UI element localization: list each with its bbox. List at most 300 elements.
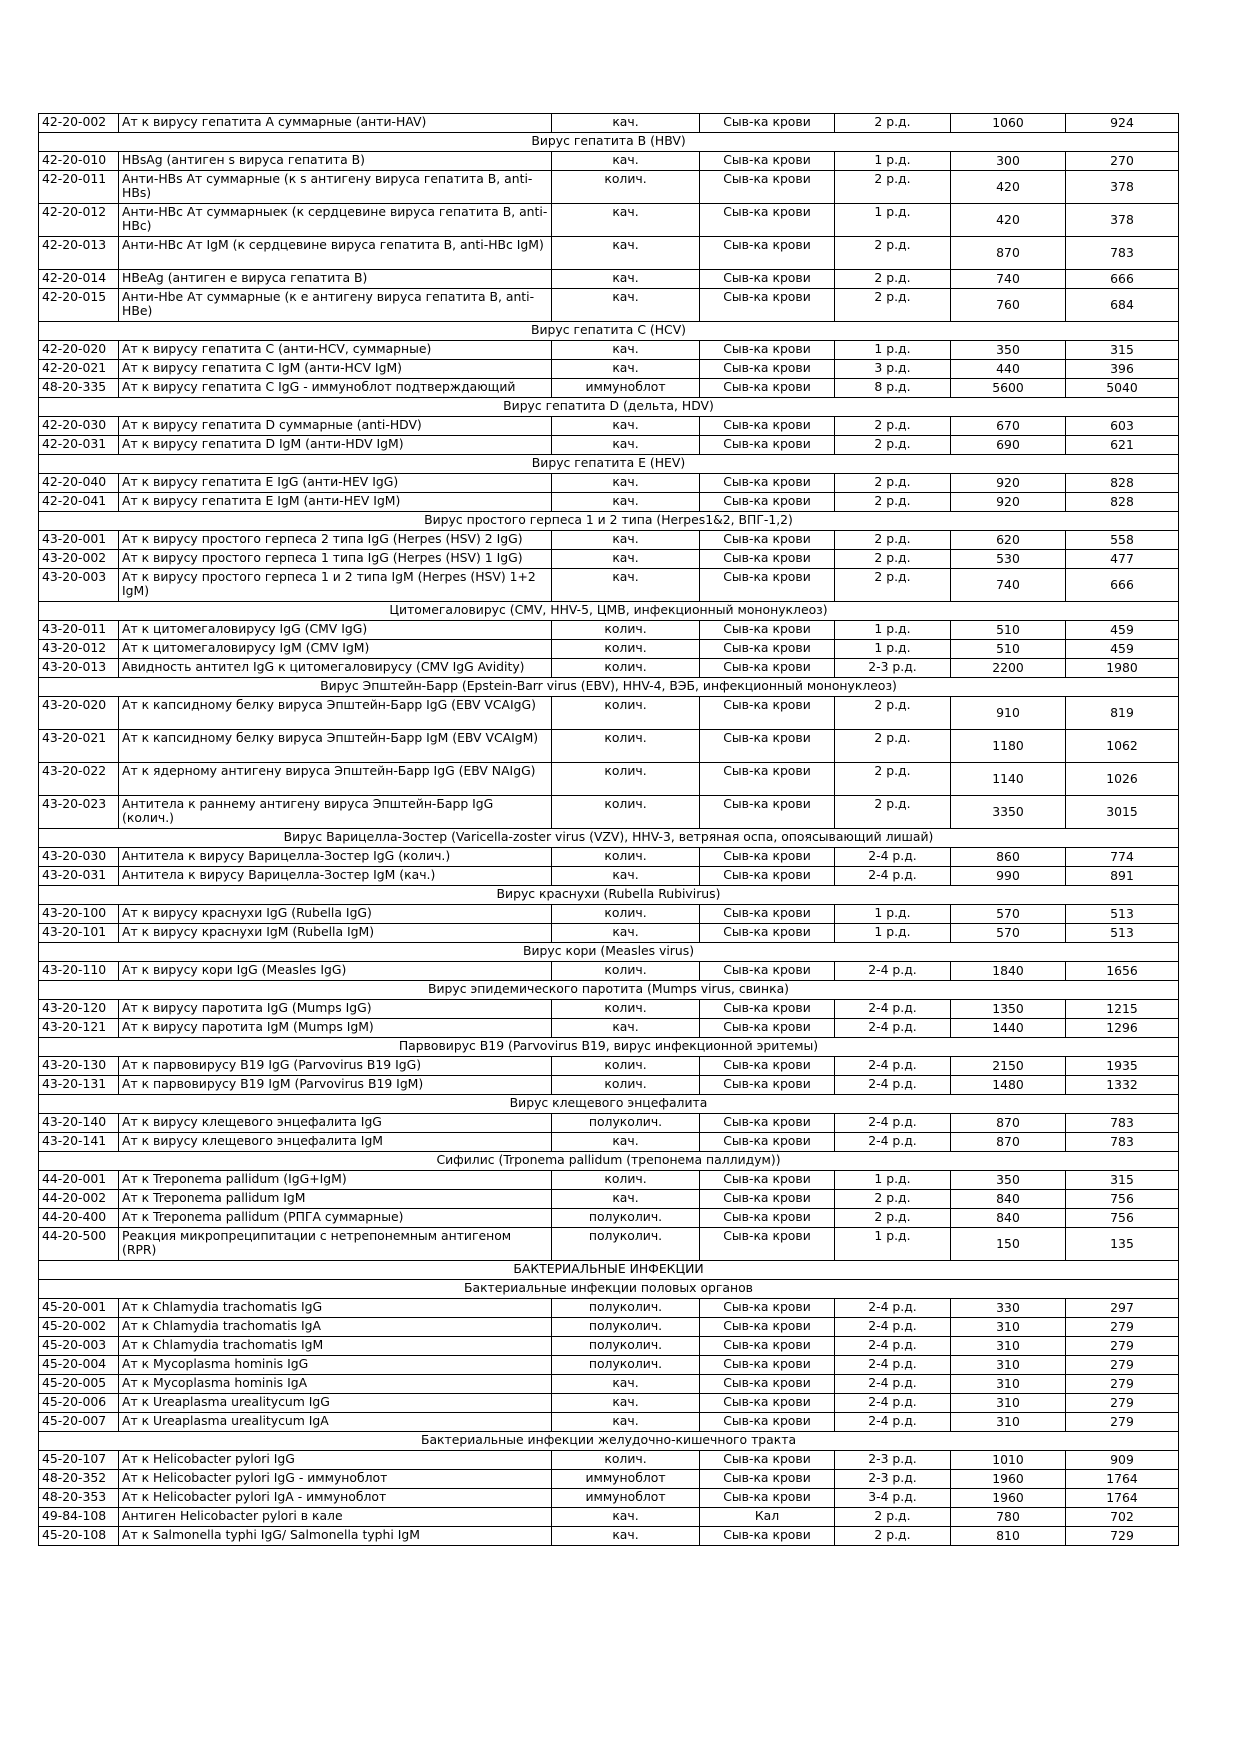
table-row bbox=[39, 905, 1179, 924]
test-code: 45-20-005 bbox=[39, 1375, 119, 1394]
turnaround-time: 2-3 р.д. bbox=[835, 659, 951, 678]
discount-price: 783 bbox=[1066, 1114, 1179, 1133]
test-code: 49-84-108 bbox=[39, 1508, 119, 1527]
turnaround-time: 1 р.д. bbox=[835, 1171, 951, 1190]
section-header-row bbox=[39, 886, 1179, 905]
test-name: Ат к Salmonella typhi IgG/ Salmonella typhi IgM bbox=[119, 1527, 552, 1546]
discount-price: 924 bbox=[1066, 114, 1179, 133]
test-method: иммуноблот bbox=[552, 379, 700, 398]
sample-type: Сыв-ка крови bbox=[700, 763, 835, 796]
table-row bbox=[39, 1413, 1179, 1432]
discount-price: 1656 bbox=[1066, 962, 1179, 981]
turnaround-time: 3 р.д. bbox=[835, 360, 951, 379]
test-code: 43-20-001 bbox=[39, 531, 119, 550]
test-method: кач. bbox=[552, 417, 700, 436]
price: 780 bbox=[951, 1508, 1066, 1527]
sample-type: Сыв-ка крови bbox=[700, 905, 835, 924]
price: 990 bbox=[951, 867, 1066, 886]
test-method: кач. bbox=[552, 1413, 700, 1432]
price: 5600 bbox=[951, 379, 1066, 398]
test-code: 42-20-013 bbox=[39, 237, 119, 270]
test-code: 42-20-031 bbox=[39, 436, 119, 455]
table-row bbox=[39, 1019, 1179, 1038]
test-method: кач. bbox=[552, 1133, 700, 1152]
price: 670 bbox=[951, 417, 1066, 436]
discount-price: 513 bbox=[1066, 905, 1179, 924]
discount-price: 396 bbox=[1066, 360, 1179, 379]
price: 840 bbox=[951, 1190, 1066, 1209]
discount-price: 477 bbox=[1066, 550, 1179, 569]
test-method: полуколич. bbox=[552, 1337, 700, 1356]
test-method: полуколич. bbox=[552, 1318, 700, 1337]
test-code: 45-20-003 bbox=[39, 1337, 119, 1356]
test-method: кач. bbox=[552, 289, 700, 322]
test-name: HBsAg (антиген s вируса гепатита В) bbox=[119, 152, 552, 171]
section-header-row bbox=[39, 1280, 1179, 1299]
test-code: 43-20-012 bbox=[39, 640, 119, 659]
sample-type: Сыв-ка крови bbox=[700, 659, 835, 678]
price: 920 bbox=[951, 474, 1066, 493]
turnaround-time: 3-4 р.д. bbox=[835, 1489, 951, 1508]
test-name: Ат к вирусу паротита IgM (Mumps IgM) bbox=[119, 1019, 552, 1038]
turnaround-time: 2-4 р.д. bbox=[835, 1057, 951, 1076]
turnaround-time: 2-4 р.д. bbox=[835, 1318, 951, 1337]
sample-type: Сыв-ка крови bbox=[700, 730, 835, 763]
test-code: 43-20-031 bbox=[39, 867, 119, 886]
turnaround-time: 1 р.д. bbox=[835, 621, 951, 640]
test-method: колич. bbox=[552, 730, 700, 763]
test-name: Ат к парвовирусу В19 IgM (Parvovirus B19 IgM) bbox=[119, 1076, 552, 1095]
test-name: Ат к ядерному антигену вируса Эпштейн-Барр IgG (EBV NAIgG) bbox=[119, 763, 552, 796]
test-code: 45-20-002 bbox=[39, 1318, 119, 1337]
section-title: Вирус кори (Measles virus) bbox=[39, 943, 1179, 962]
table-row bbox=[39, 640, 1179, 659]
test-method: кач. bbox=[552, 1190, 700, 1209]
discount-price: 279 bbox=[1066, 1356, 1179, 1375]
price: 1060 bbox=[951, 114, 1066, 133]
test-method: кач. bbox=[552, 924, 700, 943]
table-row bbox=[39, 152, 1179, 171]
sample-type: Сыв-ка крови bbox=[700, 1299, 835, 1318]
section-header-row bbox=[39, 322, 1179, 341]
test-code: 48-20-352 bbox=[39, 1470, 119, 1489]
discount-price: 828 bbox=[1066, 493, 1179, 512]
test-method: кач. bbox=[552, 867, 700, 886]
test-code: 45-20-007 bbox=[39, 1413, 119, 1432]
test-method: полуколич. bbox=[552, 1356, 700, 1375]
turnaround-time: 1 р.д. bbox=[835, 341, 951, 360]
test-method: кач. bbox=[552, 152, 700, 171]
price: 740 bbox=[951, 569, 1066, 602]
turnaround-time: 2 р.д. bbox=[835, 550, 951, 569]
test-method: полуколич. bbox=[552, 1209, 700, 1228]
test-code: 43-20-110 bbox=[39, 962, 119, 981]
test-name: Ат к Treponema pallidum IgM bbox=[119, 1190, 552, 1209]
turnaround-time: 2-4 р.д. bbox=[835, 1133, 951, 1152]
test-name: Ат к вирусу гепатита С IgG - иммуноблот подтверждающий bbox=[119, 379, 552, 398]
turnaround-time: 2-4 р.д. bbox=[835, 1356, 951, 1375]
turnaround-time: 2-3 р.д. bbox=[835, 1470, 951, 1489]
turnaround-time: 2 р.д. bbox=[835, 1209, 951, 1228]
test-method: кач. bbox=[552, 1508, 700, 1527]
sample-type: Сыв-ка крови bbox=[700, 1171, 835, 1190]
turnaround-time: 2 р.д. bbox=[835, 730, 951, 763]
section-title: Вирус гепатита Е (HEV) bbox=[39, 455, 1179, 474]
table-row bbox=[39, 1394, 1179, 1413]
table-row bbox=[39, 341, 1179, 360]
table-row bbox=[39, 1318, 1179, 1337]
section-header-row bbox=[39, 455, 1179, 474]
turnaround-time: 2-4 р.д. bbox=[835, 848, 951, 867]
section-title: Вирус Эпштейн-Барр (Epstein-Barr virus (EBV), HHV-4, ВЭБ, инфекционный мононуклеоз) bbox=[39, 678, 1179, 697]
sample-type: Сыв-ка крови bbox=[700, 621, 835, 640]
discount-price: 1764 bbox=[1066, 1470, 1179, 1489]
turnaround-time: 2 р.д. bbox=[835, 237, 951, 270]
turnaround-time: 2 р.д. bbox=[835, 1508, 951, 1527]
table-row bbox=[39, 1057, 1179, 1076]
discount-price: 774 bbox=[1066, 848, 1179, 867]
test-name: Ат к вирусу паротита IgG (Mumps IgG) bbox=[119, 1000, 552, 1019]
test-method: колич. bbox=[552, 1171, 700, 1190]
turnaround-time: 2-4 р.д. bbox=[835, 867, 951, 886]
test-name: Ат к вирусу гепатита С (анти-HCV, суммарные) bbox=[119, 341, 552, 360]
sample-type: Сыв-ка крови bbox=[700, 697, 835, 730]
turnaround-time: 2 р.д. bbox=[835, 697, 951, 730]
turnaround-time: 1 р.д. bbox=[835, 905, 951, 924]
table-row bbox=[39, 848, 1179, 867]
turnaround-time: 2 р.д. bbox=[835, 417, 951, 436]
price: 1440 bbox=[951, 1019, 1066, 1038]
table-row bbox=[39, 1470, 1179, 1489]
turnaround-time: 1 р.д. bbox=[835, 1228, 951, 1261]
discount-price: 1215 bbox=[1066, 1000, 1179, 1019]
turnaround-time: 2 р.д. bbox=[835, 569, 951, 602]
test-method: полуколич. bbox=[552, 1299, 700, 1318]
turnaround-time: 2 р.д. bbox=[835, 493, 951, 512]
price: 620 bbox=[951, 531, 1066, 550]
table-row bbox=[39, 1356, 1179, 1375]
test-method: колич. bbox=[552, 1057, 700, 1076]
turnaround-time: 2 р.д. bbox=[835, 1527, 951, 1546]
sample-type: Сыв-ка крови bbox=[700, 796, 835, 829]
test-method: полуколич. bbox=[552, 1228, 700, 1261]
sample-type: Сыв-ка крови bbox=[700, 1527, 835, 1546]
price: 1010 bbox=[951, 1451, 1066, 1470]
sample-type: Сыв-ка крови bbox=[700, 962, 835, 981]
test-name: Ат к Chlamydia trachomatis IgG bbox=[119, 1299, 552, 1318]
sample-type: Сыв-ка крови bbox=[700, 1228, 835, 1261]
turnaround-time: 2-4 р.д. bbox=[835, 1000, 951, 1019]
test-code: 42-20-021 bbox=[39, 360, 119, 379]
section-title: Вирус гепатита В (HBV) bbox=[39, 133, 1179, 152]
test-code: 48-20-353 bbox=[39, 1489, 119, 1508]
sample-type: Сыв-ка крови bbox=[700, 1190, 835, 1209]
discount-price: 558 bbox=[1066, 531, 1179, 550]
discount-price: 279 bbox=[1066, 1394, 1179, 1413]
section-title: Цитомегаловирус (CMV, HHV-5, ЦМВ, инфекционный мононуклеоз) bbox=[39, 602, 1179, 621]
price: 510 bbox=[951, 640, 1066, 659]
price: 330 bbox=[951, 1299, 1066, 1318]
test-method: кач. bbox=[552, 360, 700, 379]
discount-price: 666 bbox=[1066, 270, 1179, 289]
turnaround-time: 2 р.д. bbox=[835, 270, 951, 289]
price: 310 bbox=[951, 1337, 1066, 1356]
discount-price: 270 bbox=[1066, 152, 1179, 171]
test-code: 48-20-335 bbox=[39, 379, 119, 398]
test-code: 42-20-010 bbox=[39, 152, 119, 171]
section-header-row bbox=[39, 981, 1179, 1000]
table-row bbox=[39, 531, 1179, 550]
table-row bbox=[39, 417, 1179, 436]
test-code: 42-20-040 bbox=[39, 474, 119, 493]
sample-type: Сыв-ка крови bbox=[700, 379, 835, 398]
turnaround-time: 2 р.д. bbox=[835, 114, 951, 133]
table-row bbox=[39, 1076, 1179, 1095]
test-method: колич. bbox=[552, 659, 700, 678]
test-name: Анти-HBc Ат IgM (к сердцевине вируса гепатита В, anti-HBc IgM) bbox=[119, 237, 552, 270]
test-code: 43-20-140 bbox=[39, 1114, 119, 1133]
test-code: 43-20-022 bbox=[39, 763, 119, 796]
table-row bbox=[39, 1228, 1179, 1261]
table-row bbox=[39, 730, 1179, 763]
discount-price: 1332 bbox=[1066, 1076, 1179, 1095]
test-code: 45-20-001 bbox=[39, 1299, 119, 1318]
price: 1840 bbox=[951, 962, 1066, 981]
sample-type: Сыв-ка крови bbox=[700, 1489, 835, 1508]
turnaround-time: 2-4 р.д. bbox=[835, 1299, 951, 1318]
turnaround-time: 2 р.д. bbox=[835, 531, 951, 550]
test-code: 42-20-011 bbox=[39, 171, 119, 204]
table-row bbox=[39, 1190, 1179, 1209]
test-name: Ат к вирусу клещевого энцефалита IgG bbox=[119, 1114, 552, 1133]
test-code: 43-20-141 bbox=[39, 1133, 119, 1152]
turnaround-time: 2-4 р.д. bbox=[835, 1337, 951, 1356]
section-header-row bbox=[39, 1432, 1179, 1451]
test-method: колич. bbox=[552, 763, 700, 796]
section-title: Вирус краснухи (Rubella Rubivirus) bbox=[39, 886, 1179, 905]
test-method: кач. bbox=[552, 550, 700, 569]
table-row bbox=[39, 763, 1179, 796]
table-row bbox=[39, 1527, 1179, 1546]
discount-price: 828 bbox=[1066, 474, 1179, 493]
turnaround-time: 2-4 р.д. bbox=[835, 1019, 951, 1038]
test-method: колич. bbox=[552, 640, 700, 659]
table-row bbox=[39, 1209, 1179, 1228]
discount-price: 684 bbox=[1066, 289, 1179, 322]
price: 760 bbox=[951, 289, 1066, 322]
test-method: кач. bbox=[552, 237, 700, 270]
section-header-row bbox=[39, 1038, 1179, 1057]
turnaround-time: 2-4 р.д. bbox=[835, 1114, 951, 1133]
table-row bbox=[39, 796, 1179, 829]
sample-type: Сыв-ка крови bbox=[700, 1057, 835, 1076]
sample-type: Сыв-ка крови bbox=[700, 1375, 835, 1394]
sample-type: Сыв-ка крови bbox=[700, 1000, 835, 1019]
price: 860 bbox=[951, 848, 1066, 867]
test-method: кач. bbox=[552, 114, 700, 133]
discount-price: 315 bbox=[1066, 1171, 1179, 1190]
discount-price: 315 bbox=[1066, 341, 1179, 360]
sample-type: Сыв-ка крови bbox=[700, 1413, 835, 1432]
section-title: Вирус клещевого энцефалита bbox=[39, 1095, 1179, 1114]
price: 300 bbox=[951, 152, 1066, 171]
sample-type: Сыв-ка крови bbox=[700, 289, 835, 322]
test-name: Ат к вирусу гепатита D суммарные (anti-HDV) bbox=[119, 417, 552, 436]
test-method: кач. bbox=[552, 474, 700, 493]
discount-price: 297 bbox=[1066, 1299, 1179, 1318]
discount-price: 279 bbox=[1066, 1413, 1179, 1432]
sample-type: Сыв-ка крови bbox=[700, 1133, 835, 1152]
price: 690 bbox=[951, 436, 1066, 455]
test-code: 43-20-013 bbox=[39, 659, 119, 678]
turnaround-time: 2-4 р.д. bbox=[835, 1076, 951, 1095]
test-code: 44-20-400 bbox=[39, 1209, 119, 1228]
test-method: кач. bbox=[552, 569, 700, 602]
price: 920 bbox=[951, 493, 1066, 512]
test-name: Ат к Helicobacter pylori IgA - иммуноблот bbox=[119, 1489, 552, 1508]
test-name: Ат к Mycoplasma hominis IgA bbox=[119, 1375, 552, 1394]
test-code: 43-20-020 bbox=[39, 697, 119, 730]
sample-type: Сыв-ка крови bbox=[700, 1209, 835, 1228]
price: 420 bbox=[951, 171, 1066, 204]
sample-type: Сыв-ка крови bbox=[700, 1076, 835, 1095]
test-name: Анти-HBc Ат суммарныек (к сердцевине вируса гепатита В, anti-HBc) bbox=[119, 204, 552, 237]
test-method: кач. bbox=[552, 1375, 700, 1394]
test-method: кач. bbox=[552, 341, 700, 360]
test-name: Ат к Helicobacter pylori IgG bbox=[119, 1451, 552, 1470]
sample-type: Сыв-ка крови bbox=[700, 114, 835, 133]
price: 310 bbox=[951, 1413, 1066, 1432]
test-method: кач. bbox=[552, 270, 700, 289]
test-name: Ат к вирусу гепатита С IgM (анти-HCV IgM) bbox=[119, 360, 552, 379]
table-row bbox=[39, 569, 1179, 602]
test-name: Антиген Helicobacter pylori в кале bbox=[119, 1508, 552, 1527]
turnaround-time: 2-4 р.д. bbox=[835, 1375, 951, 1394]
test-name: Ат к Ureaplasma urealitycum IgA bbox=[119, 1413, 552, 1432]
test-code: 45-20-107 bbox=[39, 1451, 119, 1470]
discount-price: 1026 bbox=[1066, 763, 1179, 796]
discount-price: 891 bbox=[1066, 867, 1179, 886]
sample-type: Кал bbox=[700, 1508, 835, 1527]
section-header-row bbox=[39, 602, 1179, 621]
section-header-row bbox=[39, 678, 1179, 697]
test-method: колич. bbox=[552, 962, 700, 981]
price: 510 bbox=[951, 621, 1066, 640]
discount-price: 279 bbox=[1066, 1337, 1179, 1356]
test-code: 43-20-011 bbox=[39, 621, 119, 640]
sample-type: Сыв-ка крови bbox=[700, 417, 835, 436]
test-method: кач. bbox=[552, 493, 700, 512]
table-row bbox=[39, 1299, 1179, 1318]
section-title: БАКТЕРИАЛЬНЫЕ ИНФЕКЦИИ bbox=[39, 1261, 1179, 1280]
discount-price: 1980 bbox=[1066, 659, 1179, 678]
price: 440 bbox=[951, 360, 1066, 379]
test-method: кач. bbox=[552, 436, 700, 455]
table-row bbox=[39, 697, 1179, 730]
discount-price: 783 bbox=[1066, 1133, 1179, 1152]
table-row bbox=[39, 1171, 1179, 1190]
test-method: кач. bbox=[552, 1394, 700, 1413]
discount-price: 1935 bbox=[1066, 1057, 1179, 1076]
test-name: Ат к вирусу краснухи IgG (Rubella IgG) bbox=[119, 905, 552, 924]
price: 910 bbox=[951, 697, 1066, 730]
price: 840 bbox=[951, 1209, 1066, 1228]
price: 310 bbox=[951, 1375, 1066, 1394]
section-header-row bbox=[39, 1152, 1179, 1171]
sample-type: Сыв-ка крови bbox=[700, 848, 835, 867]
discount-price: 459 bbox=[1066, 640, 1179, 659]
test-name: Антитела к раннему антигену вируса Эпштейн-Барр IgG (колич.) bbox=[119, 796, 552, 829]
price-list-body bbox=[39, 114, 1179, 1546]
discount-price: 756 bbox=[1066, 1209, 1179, 1228]
section-title: Вирус Варицелла-Зостер (Varicella-zoster virus (VZV), HHV-3, ветряная оспа, опоясывающий лишай) bbox=[39, 829, 1179, 848]
test-code: 42-20-015 bbox=[39, 289, 119, 322]
test-name: Антитела к вирусу Варицелла-Зостер IgM (кач.) bbox=[119, 867, 552, 886]
test-code: 45-20-108 bbox=[39, 1527, 119, 1546]
discount-price: 702 bbox=[1066, 1508, 1179, 1527]
test-name: Ат к Treponema pallidum (РПГА суммарные) bbox=[119, 1209, 552, 1228]
table-row bbox=[39, 379, 1179, 398]
table-row bbox=[39, 289, 1179, 322]
sample-type: Сыв-ка крови bbox=[700, 360, 835, 379]
sample-type: Сыв-ка крови bbox=[700, 1356, 835, 1375]
table-row bbox=[39, 1133, 1179, 1152]
test-code: 43-20-021 bbox=[39, 730, 119, 763]
sample-type: Сыв-ка крови bbox=[700, 474, 835, 493]
test-name: Ат к Mycoplasma hominis IgG bbox=[119, 1356, 552, 1375]
price: 1960 bbox=[951, 1470, 1066, 1489]
price: 570 bbox=[951, 924, 1066, 943]
discount-price: 729 bbox=[1066, 1527, 1179, 1546]
table-row bbox=[39, 436, 1179, 455]
test-code: 42-20-014 bbox=[39, 270, 119, 289]
test-code: 43-20-101 bbox=[39, 924, 119, 943]
price: 310 bbox=[951, 1356, 1066, 1375]
discount-price: 279 bbox=[1066, 1375, 1179, 1394]
price: 3350 bbox=[951, 796, 1066, 829]
test-name: Анти-HBs Ат суммарные (к s антигену вируса гепатита В, anti-HBs) bbox=[119, 171, 552, 204]
price: 1480 bbox=[951, 1076, 1066, 1095]
sample-type: Сыв-ка крови bbox=[700, 1394, 835, 1413]
price: 870 bbox=[951, 1114, 1066, 1133]
test-name: Ат к Treponema pallidum (IgG+IgM) bbox=[119, 1171, 552, 1190]
test-code: 43-20-003 bbox=[39, 569, 119, 602]
test-method: кач. bbox=[552, 1527, 700, 1546]
price: 2200 bbox=[951, 659, 1066, 678]
price: 570 bbox=[951, 905, 1066, 924]
test-method: колич. bbox=[552, 171, 700, 204]
test-code: 42-20-030 bbox=[39, 417, 119, 436]
table-row bbox=[39, 1337, 1179, 1356]
sample-type: Сыв-ка крови bbox=[700, 569, 835, 602]
sample-type: Сыв-ка крови bbox=[700, 640, 835, 659]
discount-price: 378 bbox=[1066, 171, 1179, 204]
sample-type: Сыв-ка крови bbox=[700, 341, 835, 360]
test-method: кач. bbox=[552, 1019, 700, 1038]
test-code: 42-20-020 bbox=[39, 341, 119, 360]
test-name: Реакция микропреципитации с нетрепонемным антигеном (RPR) bbox=[119, 1228, 552, 1261]
test-code: 43-20-100 bbox=[39, 905, 119, 924]
test-code: 43-20-030 bbox=[39, 848, 119, 867]
turnaround-time: 2 р.д. bbox=[835, 1190, 951, 1209]
price: 530 bbox=[951, 550, 1066, 569]
test-code: 45-20-006 bbox=[39, 1394, 119, 1413]
test-code: 43-20-002 bbox=[39, 550, 119, 569]
sample-type: Сыв-ка крови bbox=[700, 436, 835, 455]
discount-price: 603 bbox=[1066, 417, 1179, 436]
test-method: колич. bbox=[552, 1000, 700, 1019]
discount-price: 1062 bbox=[1066, 730, 1179, 763]
